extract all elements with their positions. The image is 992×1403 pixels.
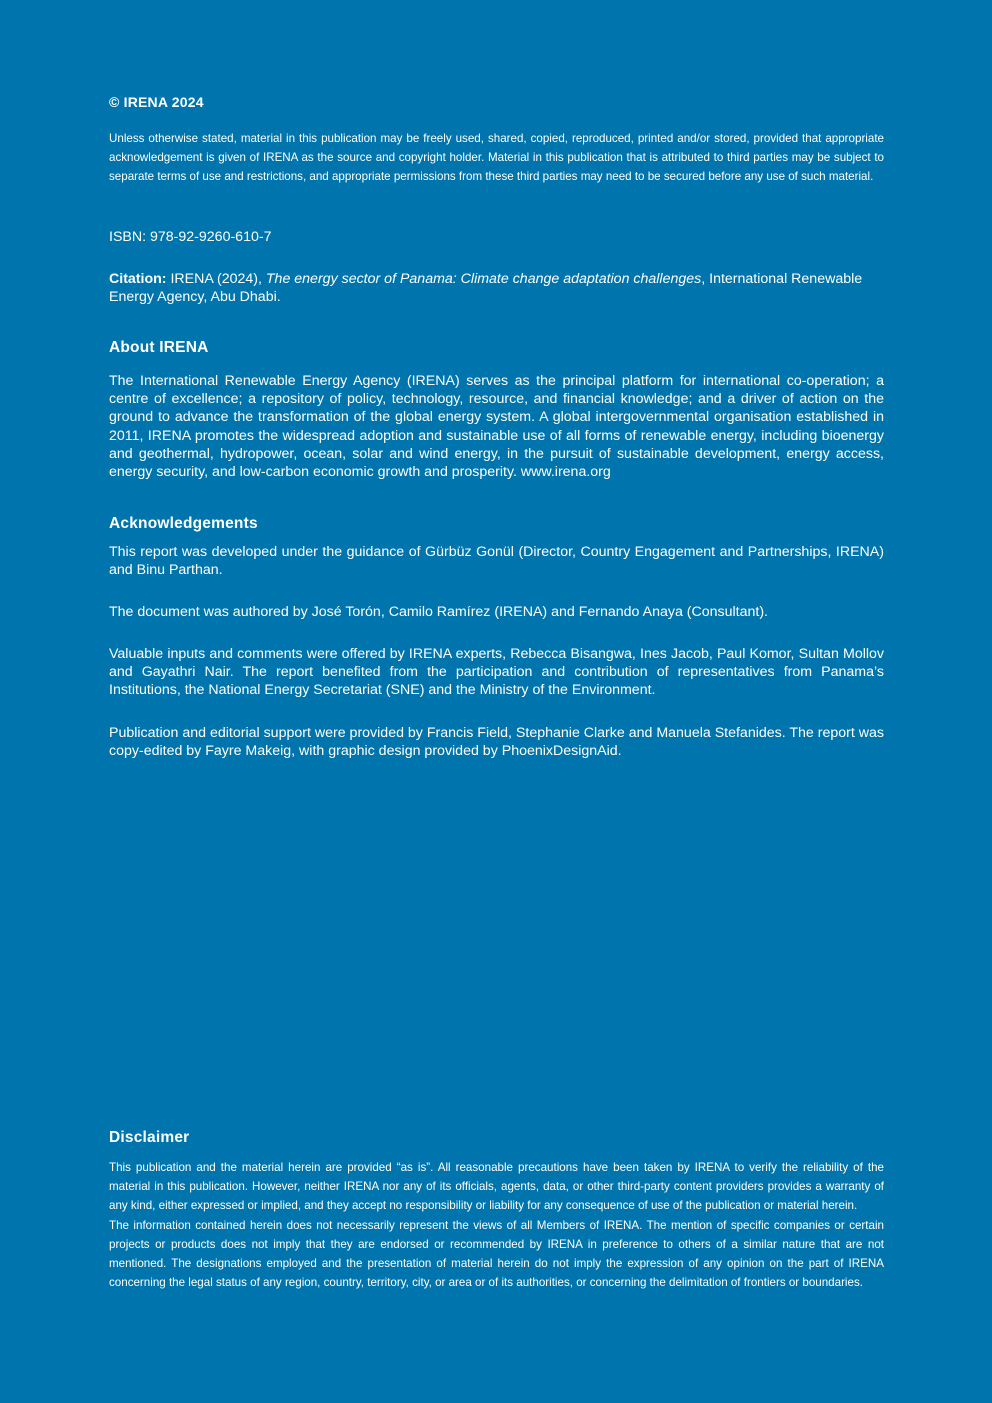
citation-prefix: IRENA (2024), [166,271,266,287]
disclaimer-paragraph: The information contained herein does not necessarily represent the views of all Members of IRENA. The mention of specific companies or certain projects or products does not imply that they are endorsed or recommended by IRENA in preference to others of a similar nature that are not mentioned. The designations employed and the presentation of material herein do not imply the expression of any opinion on the part of IRENA concerning the legal status of any region, country, territory, city, or area or of its authorities, or concerning the delimitation of frontiers or boundaries. [109,1218,884,1290]
acknowledgements-heading: Acknowledgements [109,515,258,532]
acknowledgements-paragraph: Valuable inputs and comments were offered by IRENA experts, Rebecca Bisangwa, Ines Jacob, Paul Komor, Sultan Mollov and Gayathri Nair. The report benefited from the participation and contribution of representatives from Panama’s Institutions, the National Energy Secretariat (SNE) and the Ministry of the Environment. [109,646,884,699]
citation-label: Citation: [109,271,167,287]
acknowledgements-paragraph: The document was authored by José Torón, Camilo Ramírez (IRENA) and Fernando Anaya (Consultant). [109,604,768,620]
copyright-notice: © IRENA 2024 [109,94,204,110]
acknowledgements-paragraph: This report was developed under the guidance of Gürbüz Gonül (Director, Country Engagement and Partnerships, IRENA) and Binu Parthan. [109,544,884,579]
isbn: ISBN: 978-92-9260-610-7 [109,229,272,245]
about-heading: About IRENA [109,339,209,356]
disclaimer-body [109,1158,884,1292]
citation [109,270,884,306]
citation-suffix: , International Renewable Energy Agency, Abu Dhabi. [109,271,863,306]
document-page [109,0,884,1403]
citation-title: The energy sector of Panama: Climate change adaptation challenges [265,271,702,287]
rights-notice: Unless otherwise stated, material in this publication may be freely used, shared, copied, reproduced, printed and/or stored, provided that appropriate acknowledgement is given of IRENA as the source and copyright holder. Material in this publication that is attributed to third parties may be subject to separate terms of use and restrictions, and appropriate permissions from these third parties may need to be secured before any use of such material. [109,132,884,184]
disclaimer-heading: Disclaimer [109,1129,190,1146]
about-text: The International Renewable Energy Agency (IRENA) serves as the principal platform for international co-operation; a centre of excellence; a repository of policy, technology, resource, and financial knowledge; and a driver of action on the ground to advance the transformation of the global energy system. A global intergovernmental organisation established in 2011, IRENA promotes the widespread adoption and sustainable use of all forms of renewable energy, including bioenergy and geothermal, hydropower, ocean, solar and wind energy, in the pursuit of sustainable development, energy access, energy security, and low-carbon economic growth and prosperity. www.irena.org [109,373,884,481]
acknowledgements-paragraph: Publication and editorial support were provided by Francis Field, Stephanie Clarke and Manuela Stefanides. The report was copy-edited by Fayre Makeig, with graphic design provided by PhoenixDesignAid. [109,725,884,760]
disclaimer-paragraph: This publication and the material herein are provided “as is”. All reasonable precautions have been taken by IRENA to verify the reliability of the material in this publication. However, neither IRENA nor any of its officials, agents, data, or other third-party content providers provides a warranty of any kind, either expressed or implied, and they accept no responsibility or liability for any consequence of use of the publication or material herein. [109,1161,884,1213]
